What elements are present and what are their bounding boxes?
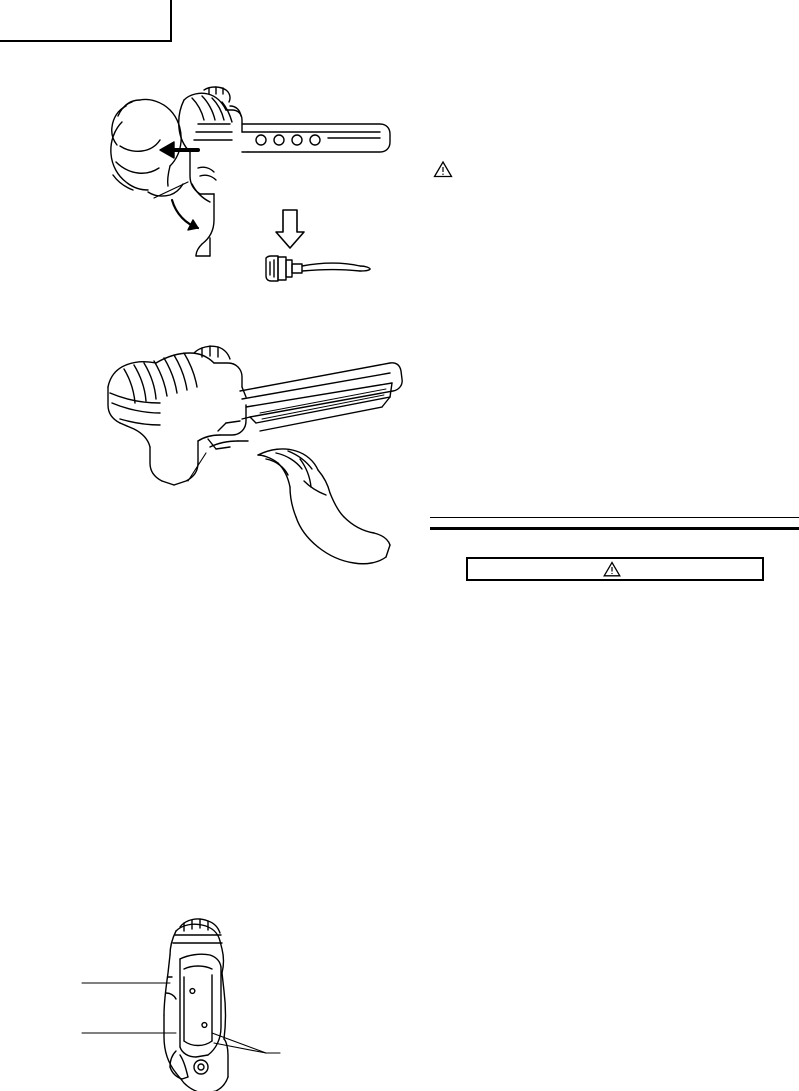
divider-thick bbox=[430, 527, 799, 530]
warning-triangle-icon bbox=[433, 160, 453, 178]
nailer-disconnect-air-hose-illustration bbox=[80, 80, 400, 300]
figure-3 bbox=[80, 915, 310, 1091]
figure-2 bbox=[90, 335, 410, 570]
nailer-loading-magazine-illustration bbox=[90, 335, 410, 570]
right-column-paragraph bbox=[430, 150, 431, 151]
divider-thin bbox=[430, 517, 799, 518]
figure-1 bbox=[80, 80, 400, 300]
page-header-box bbox=[0, 0, 172, 42]
nailer-body-front-view-illustration bbox=[80, 915, 310, 1091]
warning-triangle-icon bbox=[603, 561, 621, 577]
caution-box bbox=[466, 557, 764, 581]
